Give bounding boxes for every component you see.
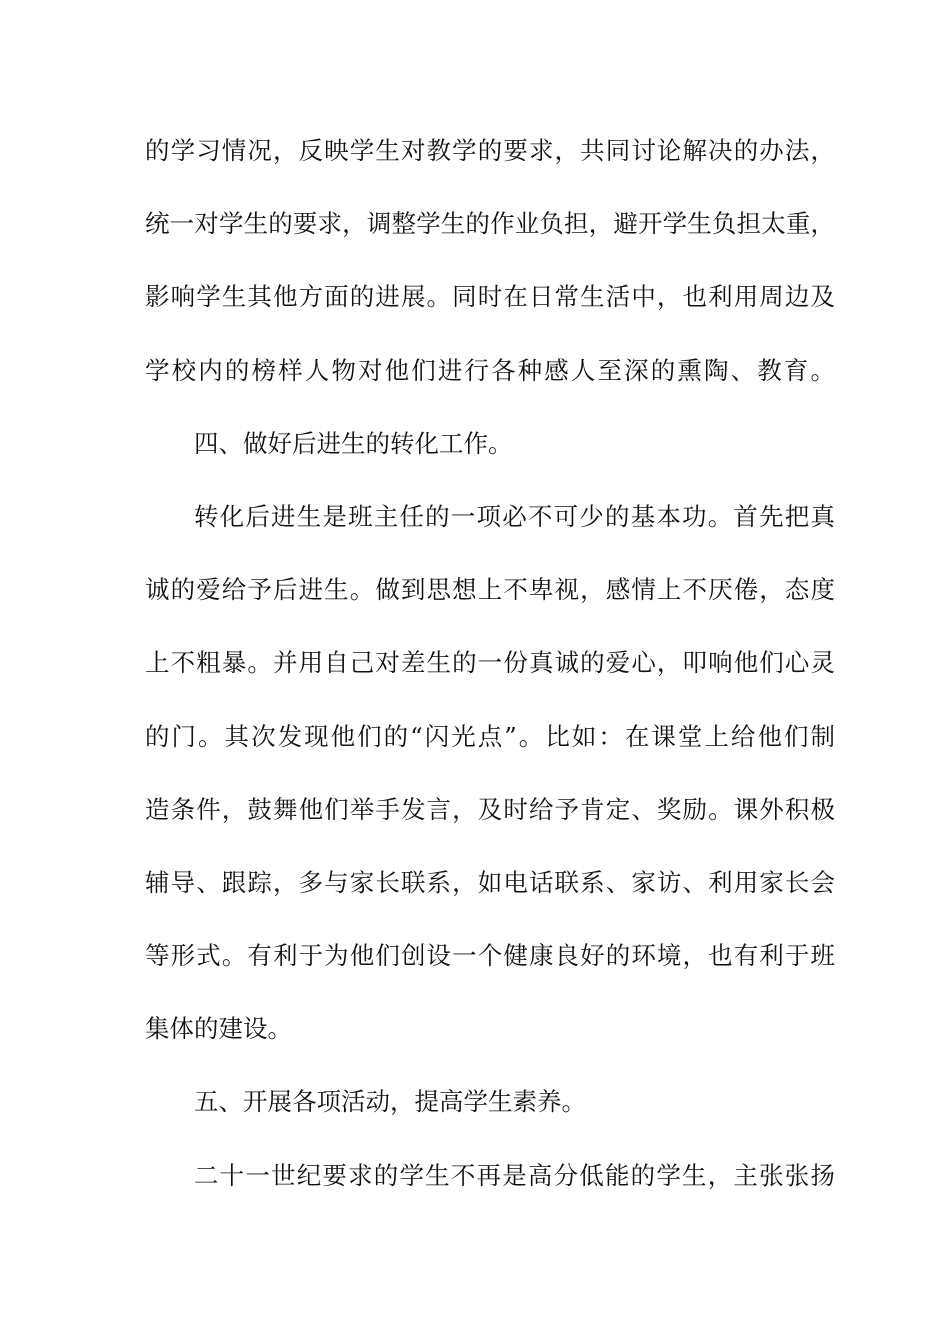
section-heading: 四、做好后进生的转化工作。 (194, 428, 513, 458)
paragraph-line: 等形式。有利于为他们创设一个健康良好的环境，也有利于班 (145, 941, 835, 971)
paragraph-line: 转化后进生是班主任的一项必不可少的基本功。首先把真 (194, 501, 835, 531)
paragraph-line: 的门。其次发现他们的“闪光点”。比如：在课堂上给他们制 (145, 721, 835, 751)
paragraph-line: 的学习情况，反映学生对教学的要求，共同讨论解决的办法， (145, 136, 835, 165)
section-heading: 五、开展各项活动，提高学生素养。 (194, 1087, 586, 1117)
paragraph-line: 二十一世纪要求的学生不再是高分低能的学生，主张张扬 (194, 1160, 835, 1190)
paragraph-line: 造条件，鼓舞他们举手发言，及时给予肯定、奖励。课外积极 (145, 794, 835, 824)
paragraph-line: 诚的爱给予后进生。做到思想上不卑视，感情上不厌倦，态度 (145, 575, 835, 605)
paragraph-line: 学校内的榜样人物对他们进行各种感人至深的熏陶、教育。 (145, 355, 835, 385)
paragraph-line: 统一对学生的要求，调整学生的作业负担，避开学生负担太重， (145, 209, 835, 239)
paragraph-line: 影响学生其他方面的进展。同时在日常生活中，也利用周边及 (145, 282, 835, 312)
document-body (145, 125, 835, 1223)
paragraph-line: 辅导、跟踪，多与家长联系，如电话联系、家访、利用家长会 (145, 867, 835, 897)
paragraph-line: 集体的建设。 (145, 1014, 292, 1044)
paragraph-line: 上不粗暴。并用自己对差生的一份真诚的爱心，叩响他们心灵 (145, 648, 835, 678)
